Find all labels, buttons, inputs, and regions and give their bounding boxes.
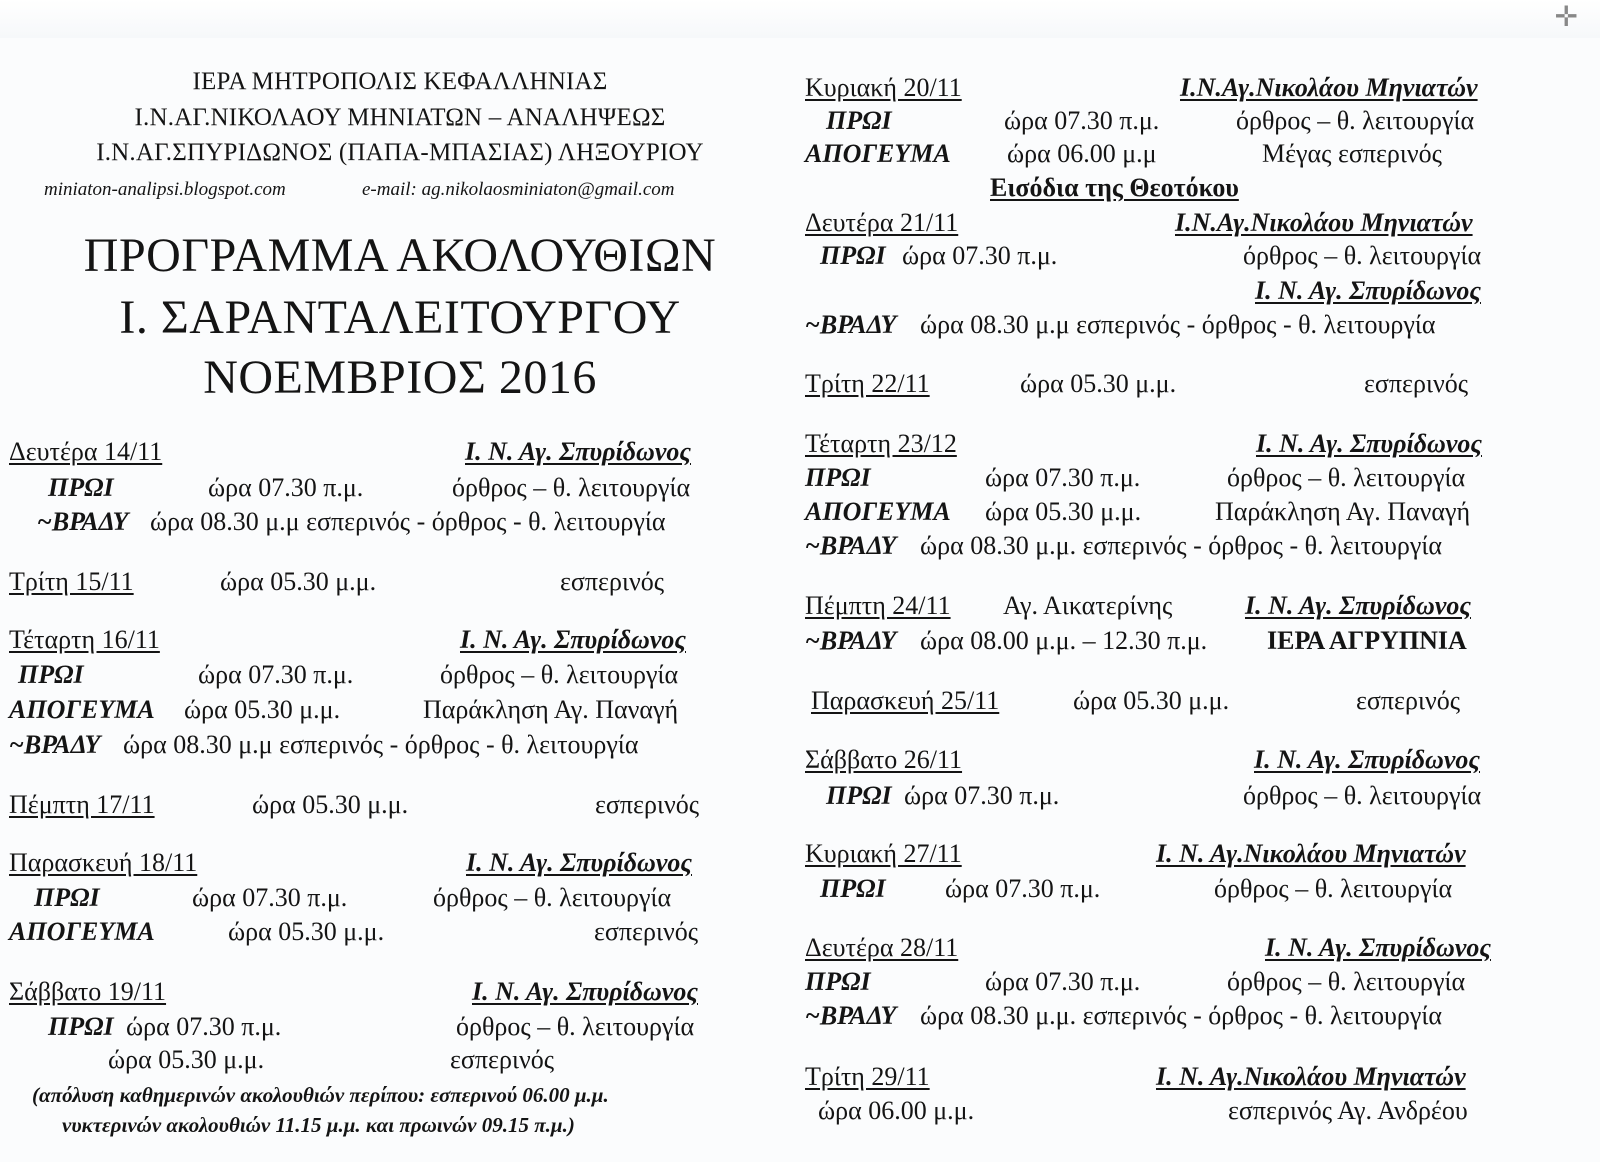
day-heading: Παρασκευή 25/11: [811, 686, 1000, 715]
church-name: Ι. Ν. Αγ.Νικολάου Μηνιατών: [1156, 1062, 1466, 1091]
time-value: ώρα 06.00 μ.μ.: [818, 1096, 975, 1125]
church-name: Ι. Ν. Αγ.Νικολάου Μηνιατών: [1156, 839, 1466, 868]
service-name: όρθρος – θ. λειτουργία: [1243, 241, 1482, 270]
scan-edge: [0, 0, 1600, 38]
time-value: ώρα 05.30 μ.μ.: [220, 567, 377, 596]
time-value: ώρα 07.30 π.μ.: [985, 967, 1141, 996]
day-heading: Κυριακή 20/11: [805, 73, 962, 102]
time-value: ώρα 05.30 μ.μ.: [108, 1045, 265, 1074]
header-email: e-mail: ag.nikolaosminiaton@gmail.com: [362, 179, 675, 200]
time-value: ώρα 05.30 μ.μ.: [985, 497, 1142, 526]
service-line: ώρα 08.30 μ.μ εσπερινός - όρθρος - θ. λειτουργία: [920, 310, 1436, 339]
time-label: ΠΡΩΙ: [805, 463, 871, 492]
service-name: ΙΕΡΑ ΑΓΡΥΠΝΙΑ: [1267, 626, 1467, 655]
time-value: ώρα 07.30 π.μ.: [1004, 106, 1160, 135]
service-name: εσπερινός: [1364, 369, 1468, 398]
dismissal-note-line-1: (απόλυση καθημερινών ακολουθιών περίπου: εσπερινού 06.00 μ.μ.: [32, 1083, 609, 1107]
time-label: ΠΡΩΙ: [48, 1012, 114, 1041]
time-value: ώρα 07.30 π.μ.: [904, 781, 1060, 810]
church-name: Ι. Ν. Αγ. Σπυρίδωνος: [1256, 429, 1482, 458]
day-heading: Τρίτη 22/11: [805, 369, 930, 398]
service-name: εσπερινός: [594, 917, 698, 946]
time-label: ΠΡΩΙ: [48, 473, 114, 502]
time-value: ώρα 05.30 μ.μ.: [184, 695, 341, 724]
church-name: Ι. Ν. Αγ. Σπυρίδωνος: [466, 848, 692, 877]
service-line: ώρα 08.30 μ.μ. εσπερινός - όρθρος - θ. λειτουργία: [920, 1001, 1442, 1030]
church-name: Ι. Ν. Αγ. Σπυρίδωνος: [1265, 933, 1491, 962]
time-value: ώρα 07.30 π.μ.: [126, 1012, 282, 1041]
header-church-spyridon: Ι.Ν.ΑΓ.ΣΠΥΡΙΔΩΝΟΣ (ΠΑΠΑ-ΜΠΑΣΙΑΣ) ΛΗΞΟΥΡΙΟΥ: [96, 139, 704, 166]
time-value: ώρα 07.30 π.μ.: [985, 463, 1141, 492]
day-heading: Παρασκευή 18/11: [9, 848, 198, 877]
service-name: όρθρος – θ. λειτουργία: [452, 473, 691, 502]
time-value: ώρα 07.30 π.μ.: [192, 883, 348, 912]
time-label: ΑΠΟΓΕΥΜΑ: [805, 497, 951, 526]
church-name: Ι. Ν. Αγ. Σπυρίδωνος: [472, 977, 698, 1006]
day-heading: Δευτέρα 14/11: [9, 437, 163, 466]
header-church-nikolaos: Ι.Ν.ΑΓ.ΝΙΚΟΛΑΟΥ ΜΗΝΙΑΤΩΝ – ΑΝΑΛΗΨΕΩΣ: [134, 104, 666, 131]
day-heading: Τέταρτη 23/12: [805, 429, 957, 458]
church-name: Ι.Ν.Αγ.Νικολάου Μηνιατών: [1180, 73, 1478, 102]
day-heading: Τρίτη 29/11: [805, 1062, 930, 1091]
saint-name: Αγ. Αικατερίνης: [1003, 591, 1173, 620]
time-value: ώρα 05.30 μ.μ.: [1073, 686, 1230, 715]
time-value: ώρα 06.00 μ.μ: [1007, 139, 1157, 168]
time-value: ώρα 07.30 π.μ.: [208, 473, 364, 502]
title-line-2: Ι. ΣΑΡΑΝΤΑΛΕΙΤΟΥΡΓΟΥ: [119, 291, 681, 344]
service-name: εσπερινός Αγ. Ανδρέου: [1228, 1096, 1468, 1125]
day-heading: Σάββατο 19/11: [9, 977, 167, 1006]
time-label: ΠΡΩΙ: [34, 883, 100, 912]
header-blog: miniaton-analipsi.blogspot.com: [44, 179, 286, 200]
time-label: ΑΠΟΓΕΥΜΑ: [9, 695, 155, 724]
time-label: ~ΒΡΑΔΥ: [805, 626, 897, 655]
time-value: ώρα 07.30 π.μ.: [902, 241, 1058, 270]
service-name: όρθρος – θ. λειτουργία: [1243, 781, 1482, 810]
service-name: όρθρος – θ. λειτουργία: [1236, 106, 1475, 135]
service-name: Μέγας εσπερινός: [1262, 139, 1442, 168]
church-name: Ι. Ν. Αγ. Σπυρίδωνος: [465, 437, 691, 466]
title-line-1: ΠΡΟΓΡΑΜΜΑ ΑΚΟΛΟΥΘΙΩΝ: [83, 229, 717, 282]
service-name: όρθρος – θ. λειτουργία: [1227, 967, 1466, 996]
service-name: όρθρος – θ. λειτουργία: [456, 1012, 695, 1041]
time-label: ~ΒΡΑΔΥ: [805, 531, 897, 560]
time-label: ΑΠΟΓΕΥΜΑ: [805, 139, 951, 168]
service-line: ώρα 08.30 μ.μ εσπερινός - όρθρος - θ. λειτουργία: [123, 730, 639, 759]
time-label: ΠΡΩΙ: [826, 106, 892, 135]
service-name: όρθρος – θ. λειτουργία: [440, 660, 679, 689]
day-heading: Τέταρτη 16/11: [9, 625, 160, 654]
time-label: ~ΒΡΑΔΥ: [9, 730, 101, 759]
day-heading: Δευτέρα 21/11: [805, 208, 959, 237]
time-label: ΑΠΟΓΕΥΜΑ: [9, 917, 155, 946]
time-label: ~ΒΡΑΔΥ: [805, 310, 897, 339]
church-name: Ι.Ν.Αγ.Νικολάου Μηνιατών: [1175, 208, 1473, 237]
time-label: ΠΡΩΙ: [820, 874, 886, 903]
scan-registration-mark: ✛: [1554, 0, 1578, 33]
feast-heading: Εισόδια της Θεοτόκου: [990, 173, 1239, 202]
service-name: εσπερινός: [595, 790, 699, 819]
time-label: ~ΒΡΑΔΥ: [805, 1001, 897, 1030]
time-label: ΠΡΩΙ: [820, 241, 886, 270]
time-value: ώρα 05.30 μ.μ.: [252, 790, 409, 819]
time-value: ώρα 05.30 μ.μ.: [1020, 369, 1177, 398]
service-name: όρθρος – θ. λειτουργία: [1227, 463, 1466, 492]
header-metropolis: ΙΕΡΑ ΜΗΤΡΟΠΟΛΙΣ ΚΕΦΑΛΛΗΝΙΑΣ: [192, 68, 608, 95]
service-name: εσπερινός: [1356, 686, 1460, 715]
time-value: ώρα 07.30 π.μ.: [945, 874, 1101, 903]
service-line: ώρα 08.30 μ.μ εσπερινός - όρθρος - θ. λειτουργία: [150, 507, 666, 536]
church-name: Ι. Ν. Αγ. Σπυρίδωνος: [460, 625, 686, 654]
time-label: ΠΡΩΙ: [826, 781, 892, 810]
day-heading: Δευτέρα 28/11: [805, 933, 959, 962]
time-label: ~ΒΡΑΔΥ: [37, 507, 129, 536]
time-label: ΠΡΩΙ: [18, 660, 84, 689]
dismissal-note-line-2: νυκτερινών ακολουθιών 11.15 μ.μ. και πρωινών 09.15 π.μ.): [62, 1113, 575, 1137]
church-name: Ι. Ν. Αγ. Σπυρίδωνος: [1255, 276, 1481, 305]
time-value: ώρα 08.00 μ.μ. – 12.30 π.μ.: [920, 626, 1208, 655]
service-name: Παράκληση Αγ. Παναγή: [423, 695, 679, 724]
service-name: όρθρος – θ. λειτουργία: [433, 883, 672, 912]
day-heading: Πέμπτη 24/11: [805, 591, 951, 620]
service-name: εσπερινός: [560, 567, 664, 596]
day-heading: Κυριακή 27/11: [805, 839, 962, 868]
service-line: ώρα 08.30 μ.μ. εσπερινός - όρθρος - θ. λειτουργία: [920, 531, 1442, 560]
day-heading: Πέμπτη 17/11: [9, 790, 155, 819]
service-name: εσπερινός: [450, 1045, 554, 1074]
day-heading: Τρίτη 15/11: [9, 567, 134, 596]
church-name: Ι. Ν. Αγ. Σπυρίδωνος: [1254, 745, 1480, 774]
title-line-3: ΝΟΕΜΒΡΙΟΣ 2016: [203, 351, 597, 404]
day-heading: Σάββατο 26/11: [805, 745, 963, 774]
time-value: ώρα 05.30 μ.μ.: [228, 917, 385, 946]
service-name: όρθρος – θ. λειτουργία: [1214, 874, 1453, 903]
church-name: Ι. Ν. Αγ. Σπυρίδωνος: [1245, 591, 1471, 620]
time-label: ΠΡΩΙ: [805, 967, 871, 996]
time-value: ώρα 07.30 π.μ.: [198, 660, 354, 689]
service-name: Παράκληση Αγ. Παναγή: [1215, 497, 1471, 526]
